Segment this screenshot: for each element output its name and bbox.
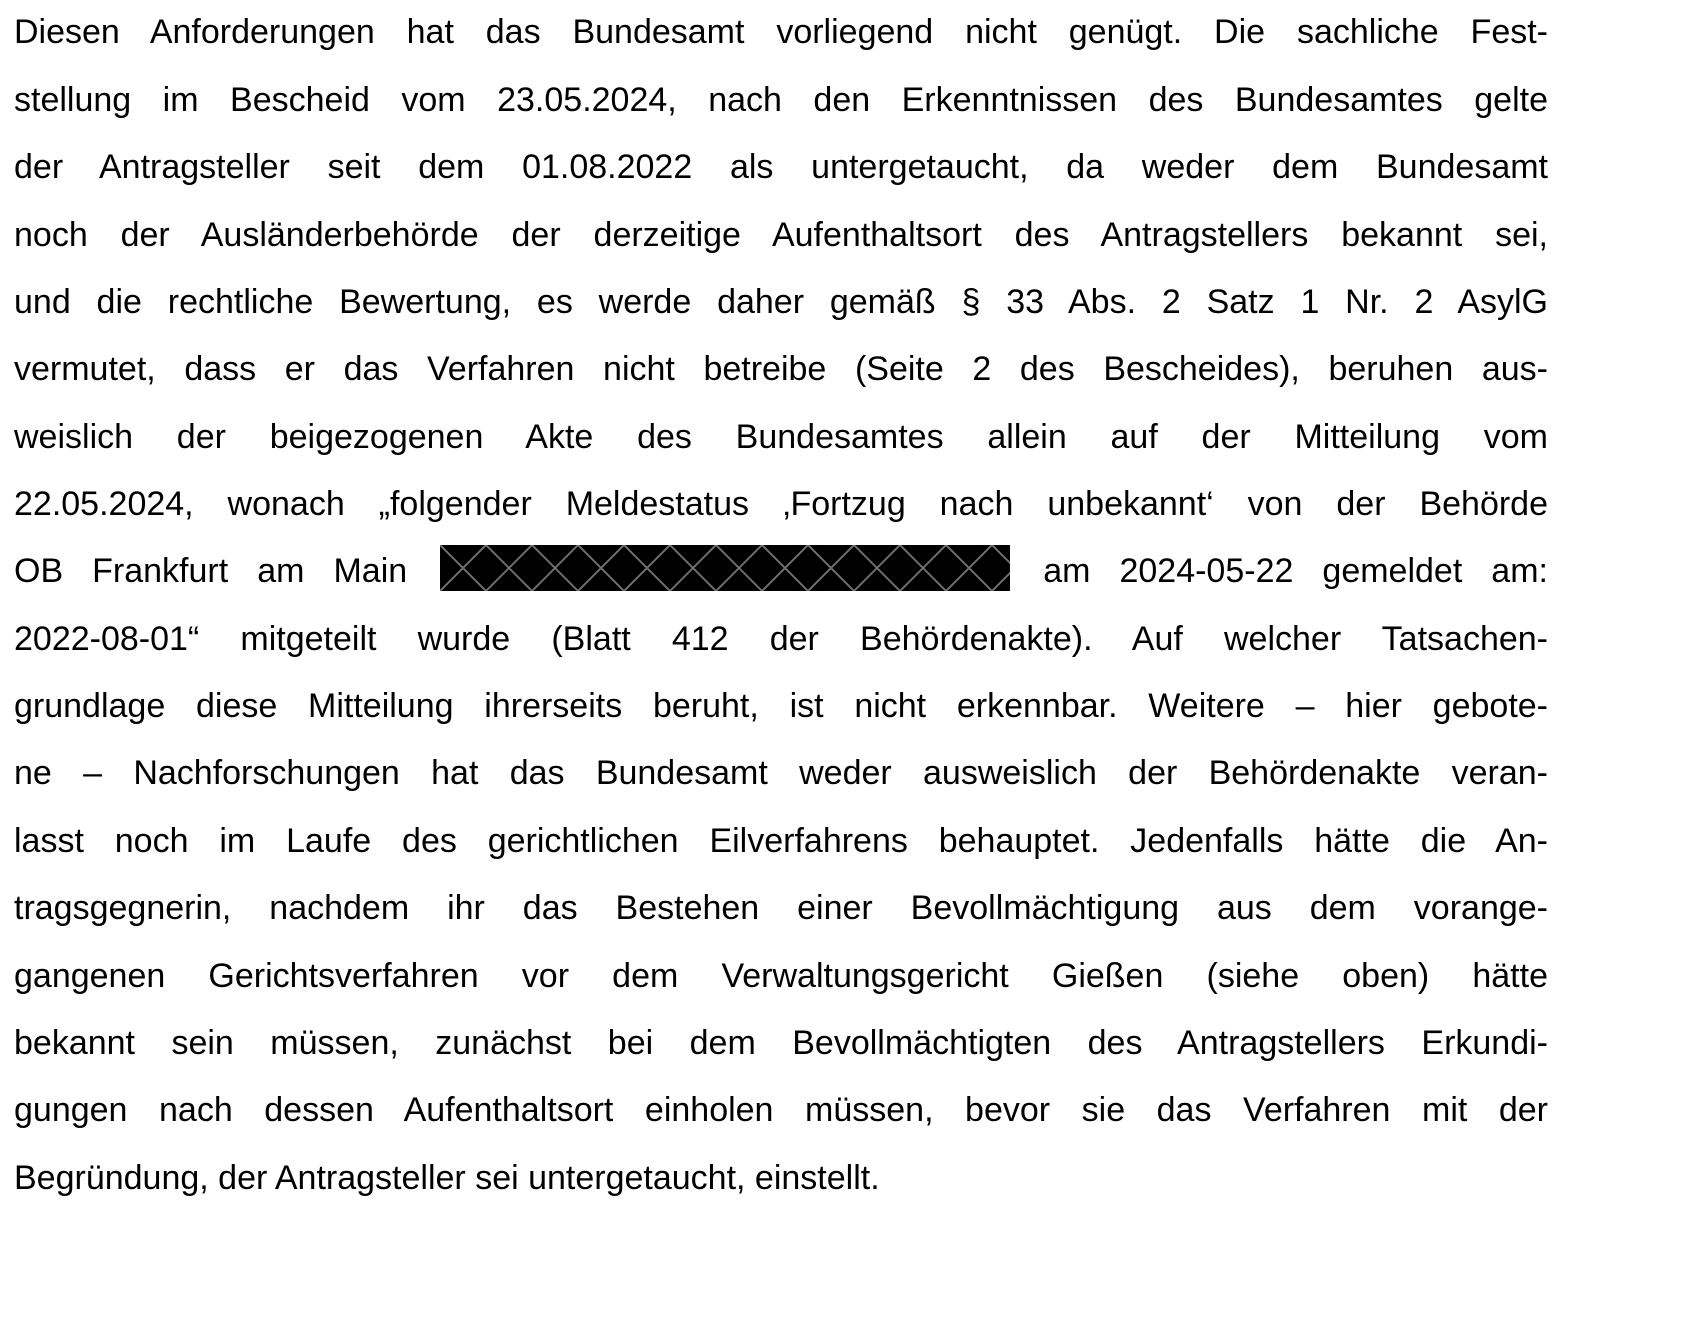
- text-line: der Antragsteller seit dem 01.08.2022 als untergetaucht, da weder dem Bundesamt: [14, 148, 1548, 186]
- text-line: 22.05.2024, wonach „folgender Meldestatus ‚Fortzug nach unbekannt‘ von der Behörde: [14, 485, 1548, 523]
- text-line: Diesen Anforderungen hat das Bundesamt vorliegend nicht genügt. Die sachliche Fest-: [14, 13, 1548, 51]
- text-line: gungen nach dessen Aufenthaltsort einholen müssen, bevor sie das Verfahren mit der: [14, 1091, 1548, 1129]
- text-line: tragsgegnerin, nachdem ihr das Bestehen einer Bevollmächtigung aus dem vorange-: [14, 889, 1548, 927]
- text-line: lasst noch im Laufe des gerichtlichen Eilverfahrens behauptet. Jedenfalls hätte die An-: [14, 822, 1548, 860]
- text-line: weislich der beigezogenen Akte des Bundesamtes allein auf der Mitteilung vom: [14, 418, 1548, 456]
- redacted-line-before: OB Frankfurt am Main: [14, 552, 408, 590]
- redaction-box: [440, 545, 1010, 591]
- text-line: ne – Nachforschungen hat das Bundesamt weder ausweislich der Behördenakte veran-: [14, 754, 1548, 792]
- text-line: noch der Ausländerbehörde der derzeitige Aufenthaltsort des Antragstellers bekannt sei,: [14, 216, 1548, 254]
- text-line-with-redaction: [14, 541, 1548, 601]
- text-line: 2022-08-01“ mitgeteilt wurde (Blatt 412 der Behördenakte). Auf welcher Tatsachen-: [14, 620, 1548, 658]
- text-line-last: Begründung, der Antragsteller sei untergetaucht, einstellt.: [14, 1159, 880, 1197]
- text-line: grundlage diese Mitteilung ihrerseits beruht, ist nicht erkennbar. Weitere – hier gebote-: [14, 687, 1548, 725]
- text-line: und die rechtliche Bewertung, es werde daher gemäß § 33 Abs. 2 Satz 1 Nr. 2 AsylG: [14, 283, 1548, 321]
- document-page: [14, 0, 1548, 1324]
- text-line: stellung im Bescheid vom 23.05.2024, nach den Erkenntnissen des Bundesamtes gelte: [14, 81, 1548, 119]
- text-line: vermutet, dass er das Verfahren nicht betreibe (Seite 2 des Bescheides), beruhen aus-: [14, 350, 1548, 388]
- text-line: bekannt sein müssen, zunächst bei dem Bevollmächtigten des Antragstellers Erkundi-: [14, 1024, 1548, 1062]
- text-line: gangenen Gerichtsverfahren vor dem Verwaltungsgericht Gießen (siehe oben) hätte: [14, 957, 1548, 995]
- redacted-line-after: am 2024-05-22 gemeldet am:: [1043, 552, 1548, 590]
- redaction-pattern: [440, 545, 1010, 591]
